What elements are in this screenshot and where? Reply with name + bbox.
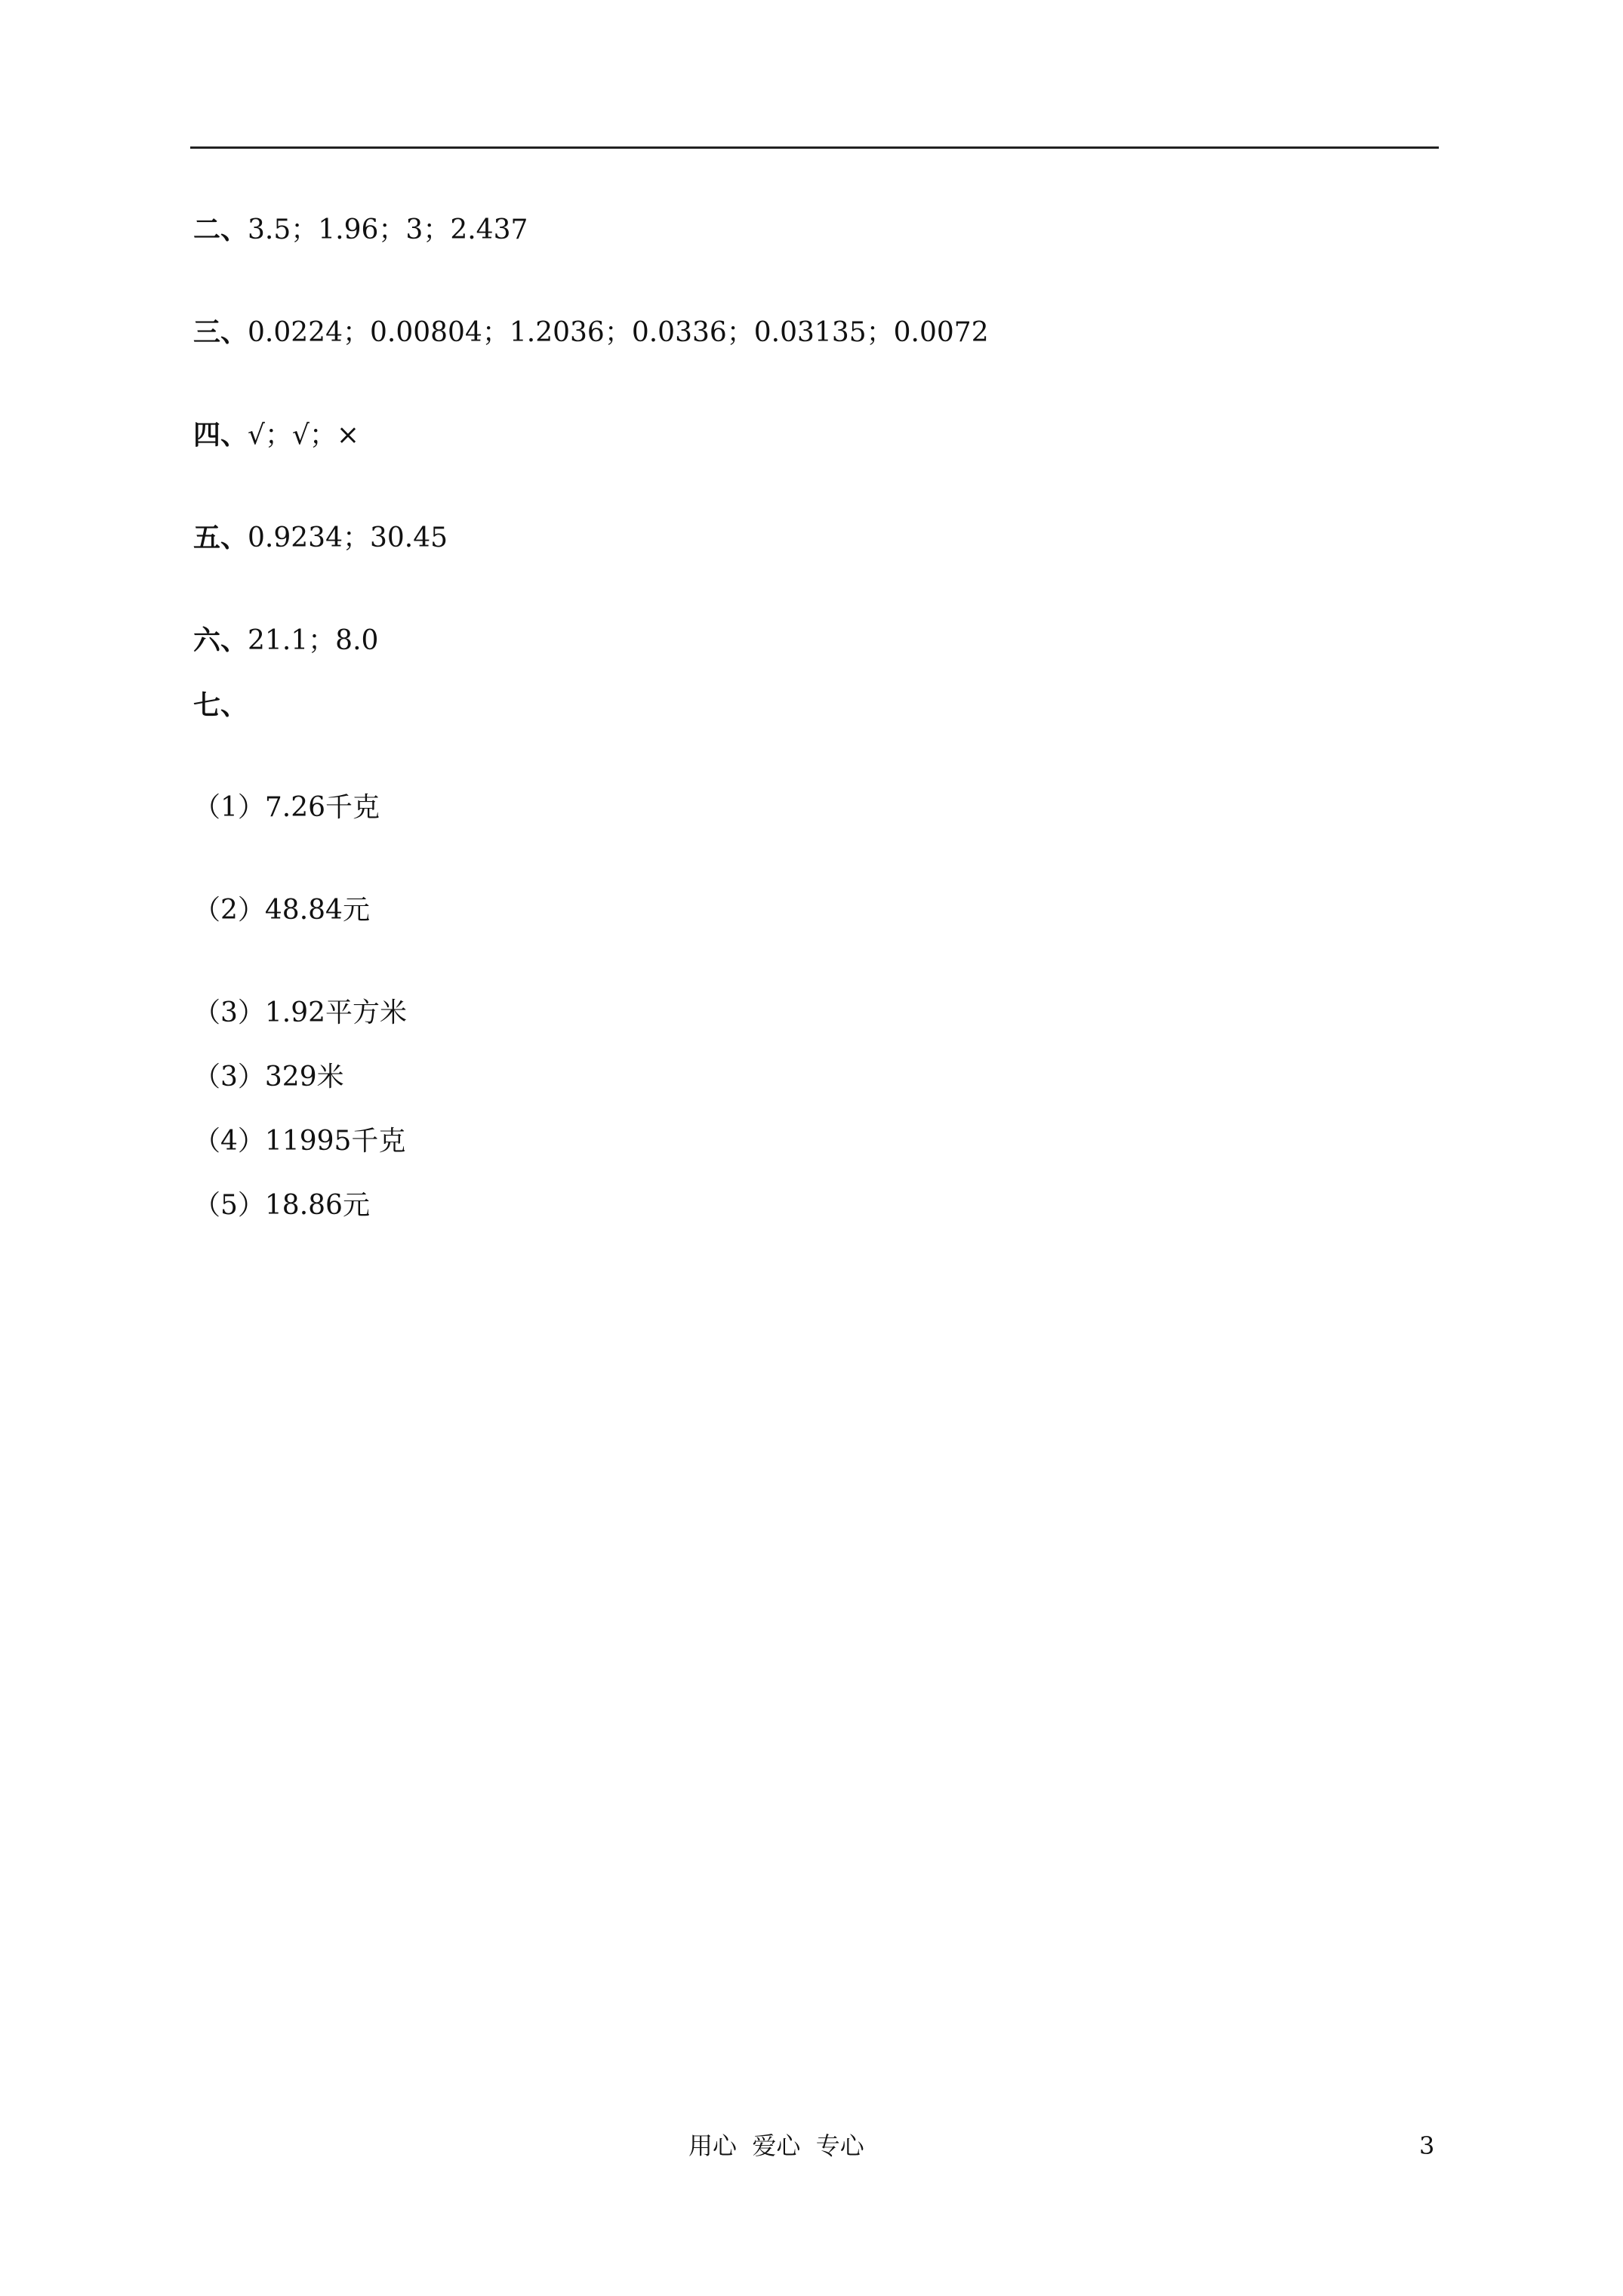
answer-section-4 bbox=[193, 418, 359, 452]
sub-answer: （4）11995千克 bbox=[193, 1126, 406, 1157]
answer-text: 21.1；8.0 bbox=[248, 625, 379, 656]
answer-text: 0.0224；0.00804；1.2036；0.0336；0.03135；0.0072 bbox=[248, 317, 989, 348]
section-marker: 三、 bbox=[193, 316, 248, 348]
section-marker: 七、 bbox=[193, 689, 248, 721]
sub-answer: （3）1.92平方米 bbox=[193, 997, 408, 1028]
page-number: 3 bbox=[1419, 2131, 1435, 2160]
sub-answer: （5）18.86元 bbox=[193, 1190, 370, 1221]
section-marker: 四、 bbox=[193, 419, 248, 451]
answer-text: √；√；× bbox=[248, 420, 360, 451]
answer-text: 3.5；1.96；3；2.437 bbox=[248, 214, 528, 245]
answer-section-6 bbox=[193, 624, 378, 658]
sub-answer: （1）7.26千克 bbox=[193, 792, 380, 823]
sub-answer: （2）48.84元 bbox=[193, 895, 370, 926]
section-marker: 五、 bbox=[193, 522, 248, 553]
answer-section-5 bbox=[193, 521, 448, 555]
footer-slogan: 用心 爱心 专心 bbox=[688, 2131, 864, 2160]
answer-text: 0.9234；30.45 bbox=[248, 522, 448, 553]
answer-section-3 bbox=[193, 316, 989, 350]
section-marker: 二、 bbox=[193, 214, 248, 245]
section-marker: 六、 bbox=[193, 624, 248, 656]
answer-section-2 bbox=[193, 213, 528, 247]
answer-section-7 bbox=[193, 689, 248, 723]
header-rule bbox=[190, 146, 1439, 149]
sub-answer: （3）329米 bbox=[193, 1062, 344, 1093]
